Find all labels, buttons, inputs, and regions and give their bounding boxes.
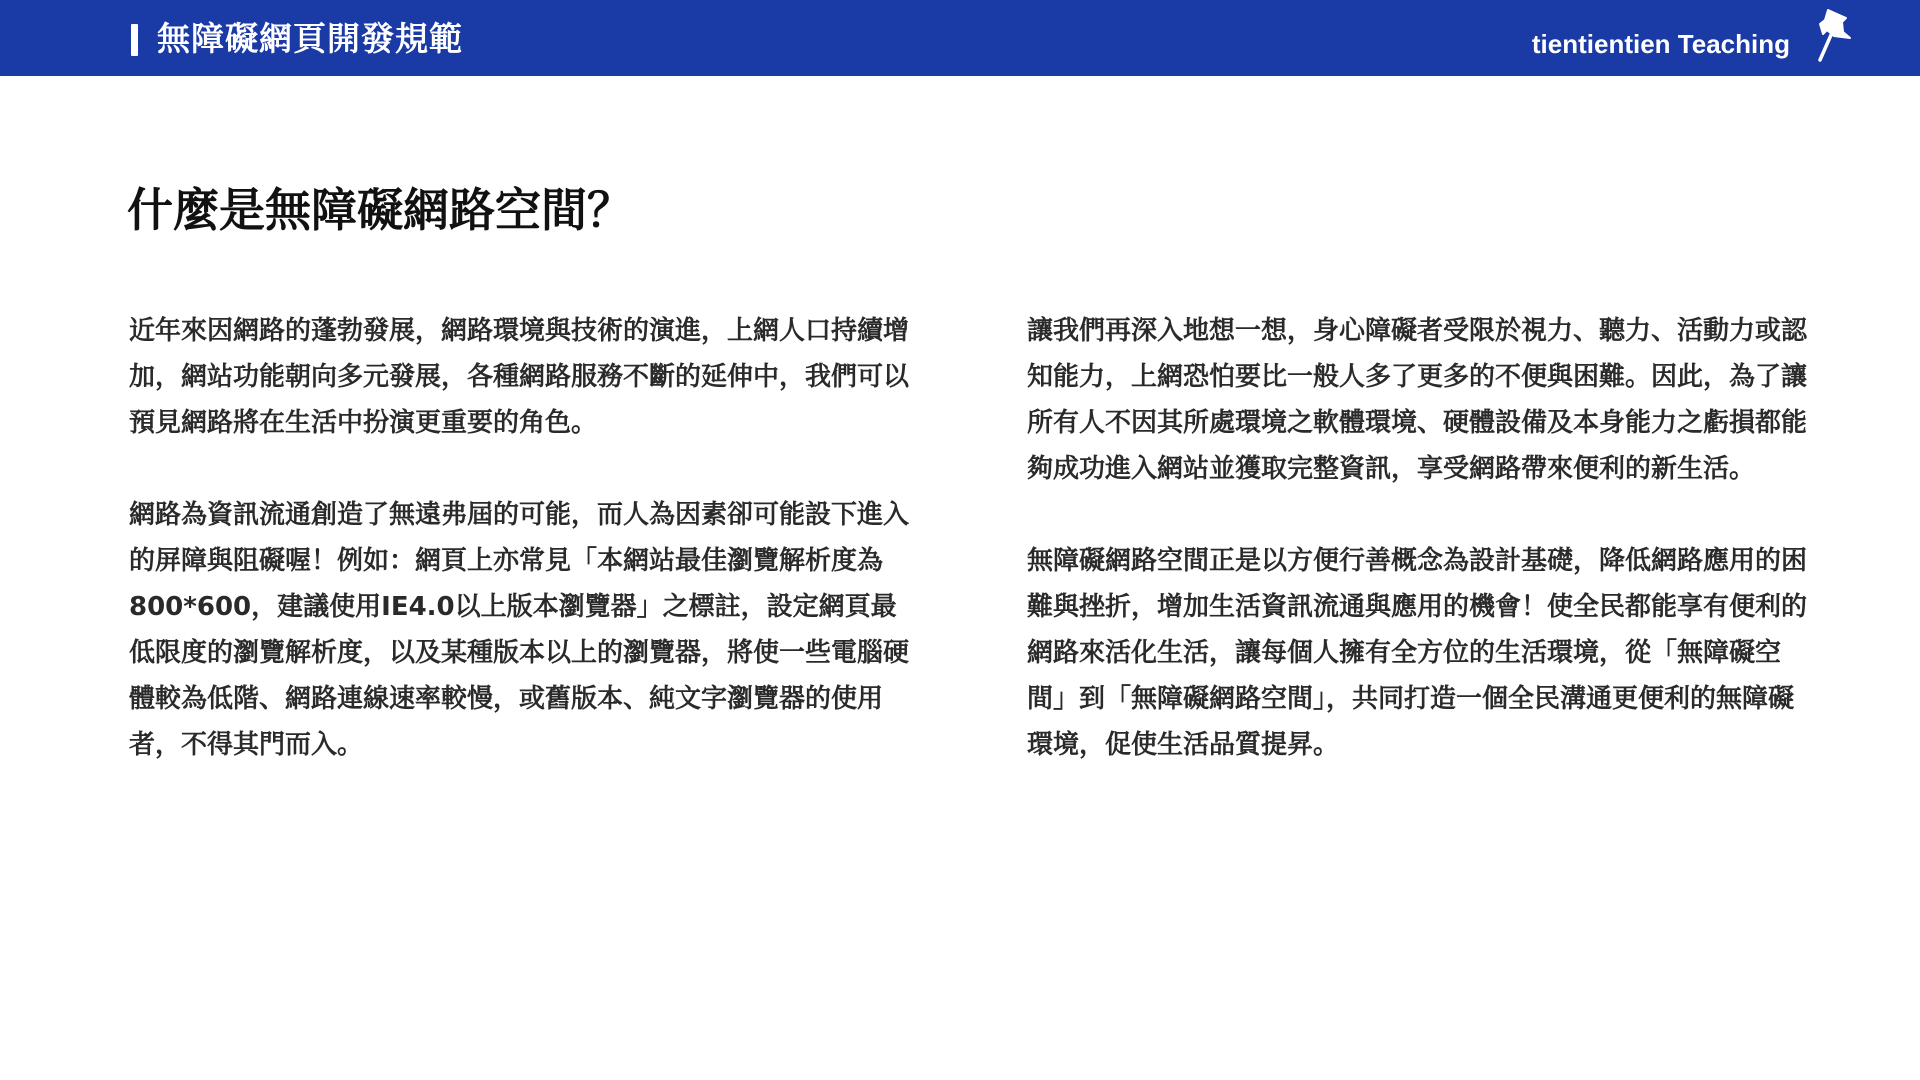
page-heading: 什麼是無障礙網路空間？ — [127, 183, 633, 237]
brand-name: tientientien Teaching — [1531, 29, 1790, 59]
paragraph: 網路為資訊流通創造了無遠弗屆的可能，而人為因素卻可能設下進入的屏障與阻礙喔！例如：網頁上亦常見「本網站最佳瀏覽解析度為800*600，建議使用IE4.0以上版本瀏覽器」之標註，設定網頁最低限度的瀏覽解析度，以及某種版本以上的瀏覽器，將使一些電腦硬體較為低階、網路連線速率較慢，或舊版本、純文字瀏覽器的使用者，不得其門而入。 — [129, 500, 910, 760]
right-column — [1027, 308, 1817, 814]
pushpin-icon — [1812, 6, 1858, 64]
header-title: 無障礙網頁開發規範 — [157, 19, 463, 58]
paragraph: 無障礙網路空間正是以方便行善概念為設計基礎，降低網路應用的困難與挫折，增加生活資訊流通與應用的機會！使全民都能享有便利的網路來活化生活，讓每個人擁有全方位的生活環境，從「無障礙空間」到「無障礙網路空間」，共同打造一個全民溝通更便利的無障礙環境，促使生活品質提昇。 — [1027, 546, 1808, 760]
left-column — [129, 308, 919, 814]
top-header-bar — [0, 0, 1920, 76]
paragraph: 讓我們再深入地想一想，身心障礙者受限於視力、聽力、活動力或認知能力，上網恐怕要比一般人多了更多的不便與困難。因此，為了讓所有人不因其所處環境之軟體環境、硬體設備及本身能力之虧損都能夠成功進入網站並獲取完整資訊，享受網路帶來便利的新生活。 — [1027, 316, 1808, 484]
title-accent-bar — [131, 24, 138, 56]
paragraph: 近年來因網路的蓬勃發展，網路環境與技術的演進，上網人口持續增加，網站功能朝向多元發展，各種網路服務不斷的延伸中，我們可以預見網路將在生活中扮演更重要的角色。 — [129, 316, 910, 438]
